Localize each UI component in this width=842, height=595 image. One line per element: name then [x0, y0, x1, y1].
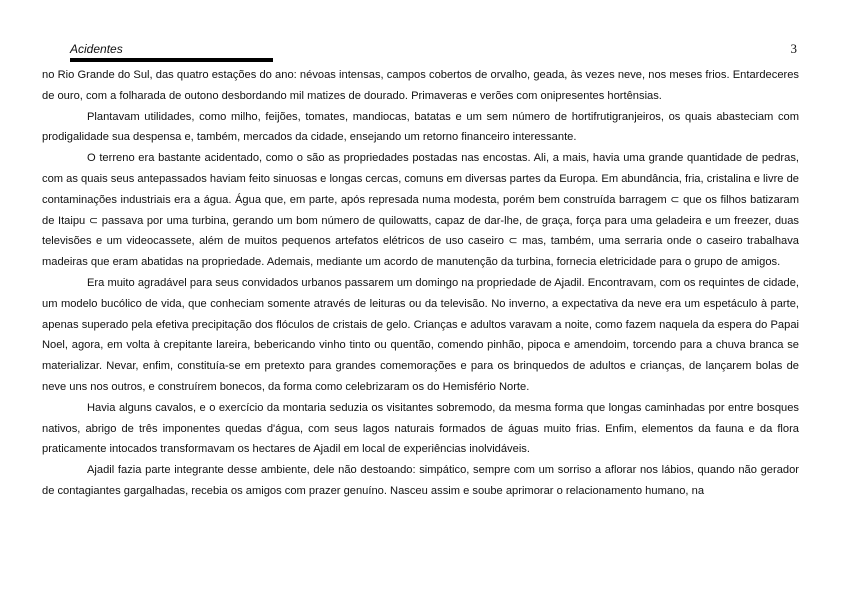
running-header-title: Acidentes: [70, 42, 273, 62]
paragraph: Era muito agradável para seus convidados urbanos passarem um domingo na propriedade de Ajadil. Encontravam, com os requintes de cidade, um modelo bucólico de vida, que conheciam somente através de leituras ou da televisão. No inverno, a expectativa da neve era um espetáculo à parte, apenas superado pela efetiva precipitação dos flóculos de cristais de gelo. Crianças e adultos varavam a noite, como fazem naquela da espera do Papai Noel, agora, em volta à crepitante lareira, bebericando vinho tinto ou quentão, comendo pinhão, pipoca e amendoim, torcendo para a chuva branca se materializar. Nevar, enfim, constituía-se em pretexto para grandes comemorações e para os brinquedos de adultos e crianças, de lançarem bolas de neve uns nos outros, e construírem bonecos, da forma como celebrizaram os do Hemisfério Norte.: [42, 276, 799, 393]
paragraph: Plantavam utilidades, como milho, feijões, tomates, mandiocas, batatas e um sem número de hortifrutigranjeiros, os quais abasteciam com prodigalidade sua despensa e, também, mercados da cidade, ensejando um retorno financeiro interessante.: [42, 110, 799, 144]
paragraph-continuation: no Rio Grande do Sul, das quatro estações do ano: névoas intensas, campos cobertos de orvalho, geada, às vezes neve, nos meses frios. Entardeceres de ouro, com a folharada de outono desbordando mil matizes de dourado. Primaveras e verões com onipresentes hortênsias.: [42, 69, 799, 102]
paragraph: O terreno era bastante acidentado, como o são as propriedades postadas nas encostas. Ali, a mais, havia uma grande quantidade de pedras, com as quais seus antepassados haviam feito sinuosas e longas cercas, comuns em diversas partes da Europa. Em abundância, fria, cristalina e livre de contaminações industriais era a água. Água que, em parte, após represada numa modesta, porém bem construída barragem ⊂ que os filhos batizaram de Itaipu ⊂ passava por uma turbina, gerando um bom número de quilowatts, capaz de dar-lhe, de graça, força para uma geladeira e um freezer, duas televisões e um videocassete, além de muitos pequenos artefatos elétricos de uso caseiro ⊂ mas, também, uma serraria onde o caseiro trabalhava madeiras que eram abatidas na propriedade. Ademais, mediante um acordo de manutenção da turbina, fornecia eletricidade para o grupo de amigos.: [42, 152, 799, 269]
page-number: 3: [790, 41, 797, 56]
body-text: [42, 65, 799, 502]
paragraph: Ajadil fazia parte integrante desse ambiente, dele não destoando: simpático, sempre com um sorriso a aflorar nos lábios, quando não gerador de contagiantes gargalhadas, recebia os amigos com prazer genuíno. Nasceu assim e soube aprimorar o relacionamento humano, na: [42, 464, 799, 497]
paragraph: Havia alguns cavalos, e o exercício da montaria seduzia os visitantes sobremodo, da mesma forma que longas caminhadas por entre bosques nativos, abrigo de três imponentes quedas d'água, com seus lagos naturais formados de águas muito frias. Enfim, elementos da fauna e da flora praticamente intocados transformavam os hectares de Ajadil em local de experiências inolvidáveis.: [42, 401, 799, 456]
